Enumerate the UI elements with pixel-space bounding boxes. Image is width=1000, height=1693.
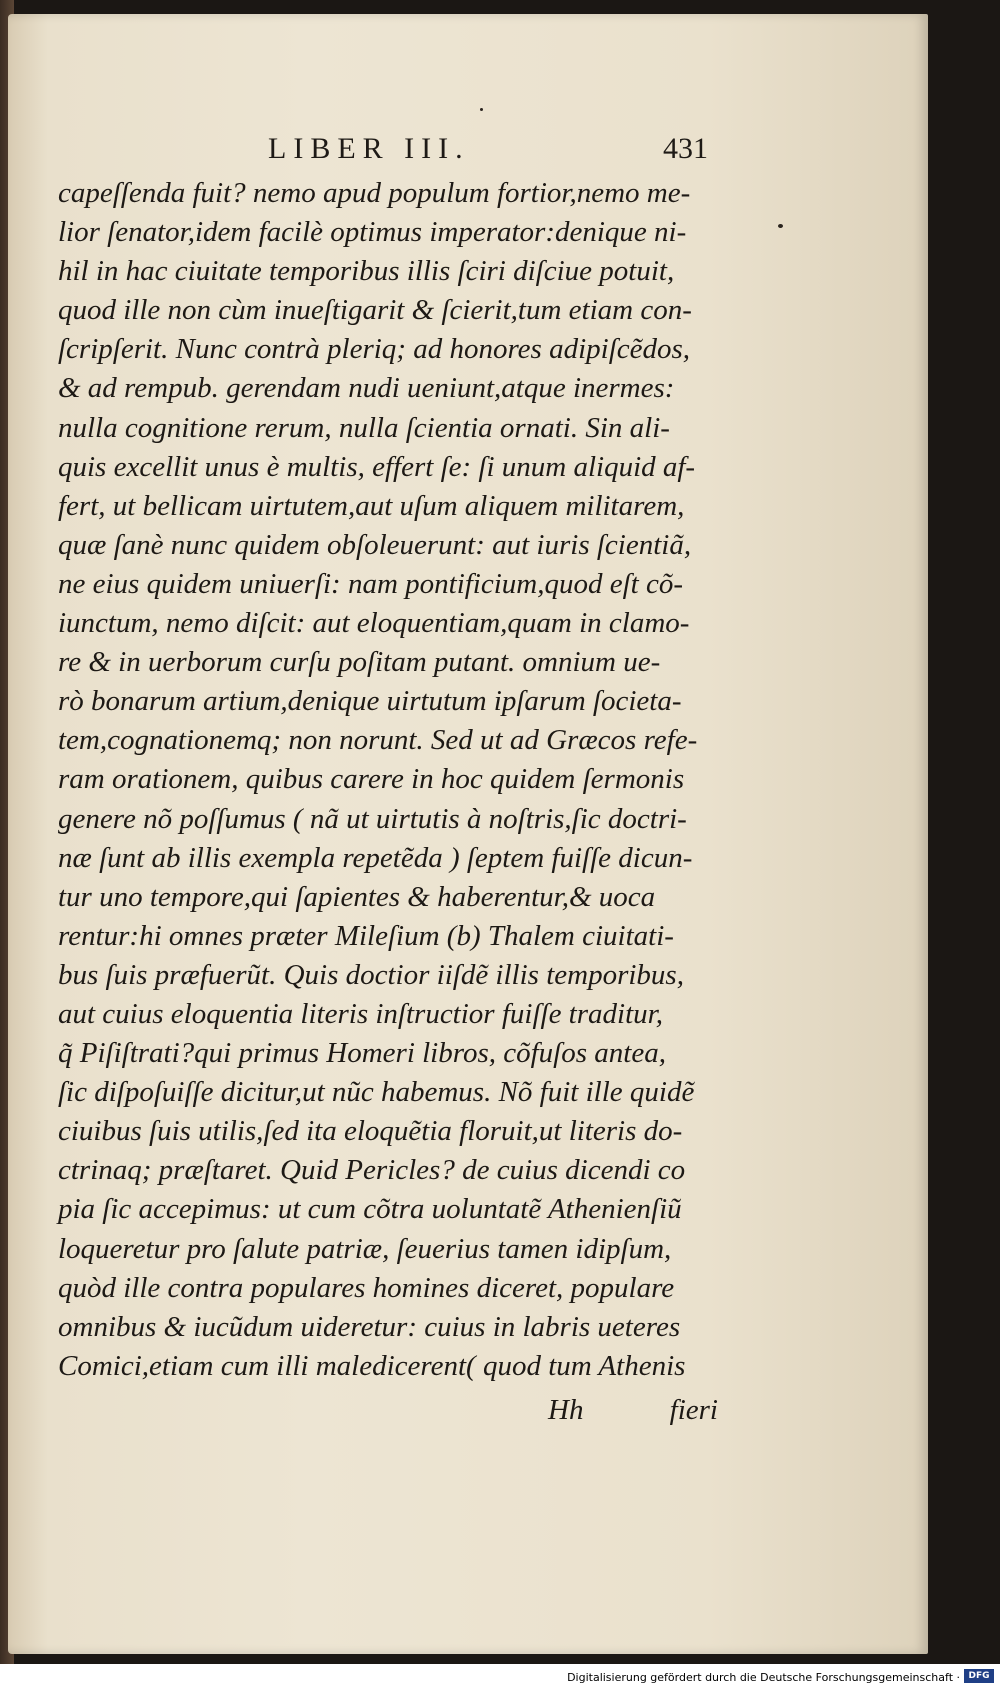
text-line: quod ille non cùm inueſtigarit & ſcierit,tum etiam con- (58, 294, 692, 327)
text-line: ctrinaq; præſtaret. Quid Pericles? de cuius dicendi co (58, 1154, 686, 1187)
text-line: ciuibus ſuis utilis,ſed ita eloquẽtia floruit,ut literis do- (58, 1115, 683, 1148)
book-page (8, 14, 928, 1654)
text-line: nulla cognitione rerum, nulla ſcientia ornati. Sin ali- (58, 411, 670, 444)
text-line: næ ſunt ab illis exempla repetẽda ) ſeptem fuiſſe dicun- (58, 841, 693, 874)
text-line: pia ſic accepimus: ut cum cõtra uoluntatẽ Athenienſiũ (58, 1193, 682, 1226)
text-line: quis excellit unus è multis, effert ſe: ſi unum aliquid af- (58, 450, 696, 483)
text-line: aut cuius eloquentia literis inſtructior fuiſſe traditur, (58, 997, 663, 1030)
ink-speck (480, 108, 483, 111)
text-line: ne eius quidem uniuerſi: nam pontificium,quod eſt cõ- (58, 567, 684, 600)
digitization-footer (0, 1664, 1000, 1693)
text-line: re & in uerborum curſu poſitam putant. omnium ue- (58, 646, 661, 679)
text-line: ram orationem, quibus carere in hoc quidem ſermonis (58, 763, 685, 796)
dfg-logo: DFG (964, 1669, 994, 1683)
text-line: tem,cognationemq; non norunt. Sed ut ad Græcos refe- (58, 724, 698, 757)
signature-line (548, 1394, 718, 1427)
catchword: fieri (669, 1394, 718, 1426)
text-line: loqueretur pro ſalute patriæ, ſeuerius tamen idipſum, (58, 1232, 672, 1265)
text-line: tur uno tempore,qui ſapientes & haberentur,& uoca (58, 880, 656, 913)
digitization-credit: Digitalisierung gefördert durch die Deutsche Forschungsgemeinschaft · (567, 1671, 960, 1684)
text-line: quòd ille contra populares homines diceret, populare (58, 1271, 675, 1304)
text-line: quæ ſanè nunc quidem obſoleuerunt: aut iuris ſcientiã, (58, 528, 692, 561)
running-head: LIBER III. (268, 132, 470, 165)
page-number: 431 (663, 132, 708, 165)
signature-mark: Hh (548, 1394, 584, 1426)
text-line: bus ſuis præfuerũt. Quis doctior iiſdẽ illis temporibus, (58, 958, 684, 991)
text-line: rò bonarum artium,denique uirtutum ipſarum ſocieta- (58, 685, 682, 718)
text-line: hil in hac ciuitate temporibus illis ſciri diſciue potuit, (58, 255, 675, 288)
text-line: lior ſenator,idem facilè optimus imperator:denique ni- (58, 216, 687, 249)
text-line: ſcripſerit. Nunc contrà pleriq; ad honores adipiſcẽdos, (58, 333, 691, 366)
body-text (58, 174, 718, 1386)
text-line: genere nõ poſſumus ( nã ut uirtutis à noſtris,ſic doctri- (58, 802, 687, 835)
text-line: ſic diſpoſuiſſe dicitur,ut nũc habemus. Nõ fuit ille quidẽ (58, 1076, 695, 1109)
text-line: fert, ut bellicam uirtutem,aut uſum aliquem militarem, (58, 489, 685, 522)
text-line: Comici,etiam cum illi maledicerent( quod tum Athenis (58, 1349, 686, 1382)
ink-speck (778, 224, 783, 228)
text-line: q̃ Piſiſtrati?qui primus Homeri libros, cõfuſos antea, (58, 1037, 666, 1070)
text-line: capeſſenda fuit? nemo apud populum fortior,nemo me- (58, 177, 691, 209)
text-line: rentur:hi omnes præter Mileſium (b) Thalem ciuitati- (58, 919, 674, 952)
text-line: omnibus & iucũdum uideretur: cuius in labris ueteres (58, 1310, 681, 1343)
text-line: iunctum, nemo diſcit: aut eloquentiam,quam in clamo- (58, 607, 690, 640)
text-line: & ad rempub. gerendam nudi ueniunt,atque inermes: (58, 372, 675, 405)
